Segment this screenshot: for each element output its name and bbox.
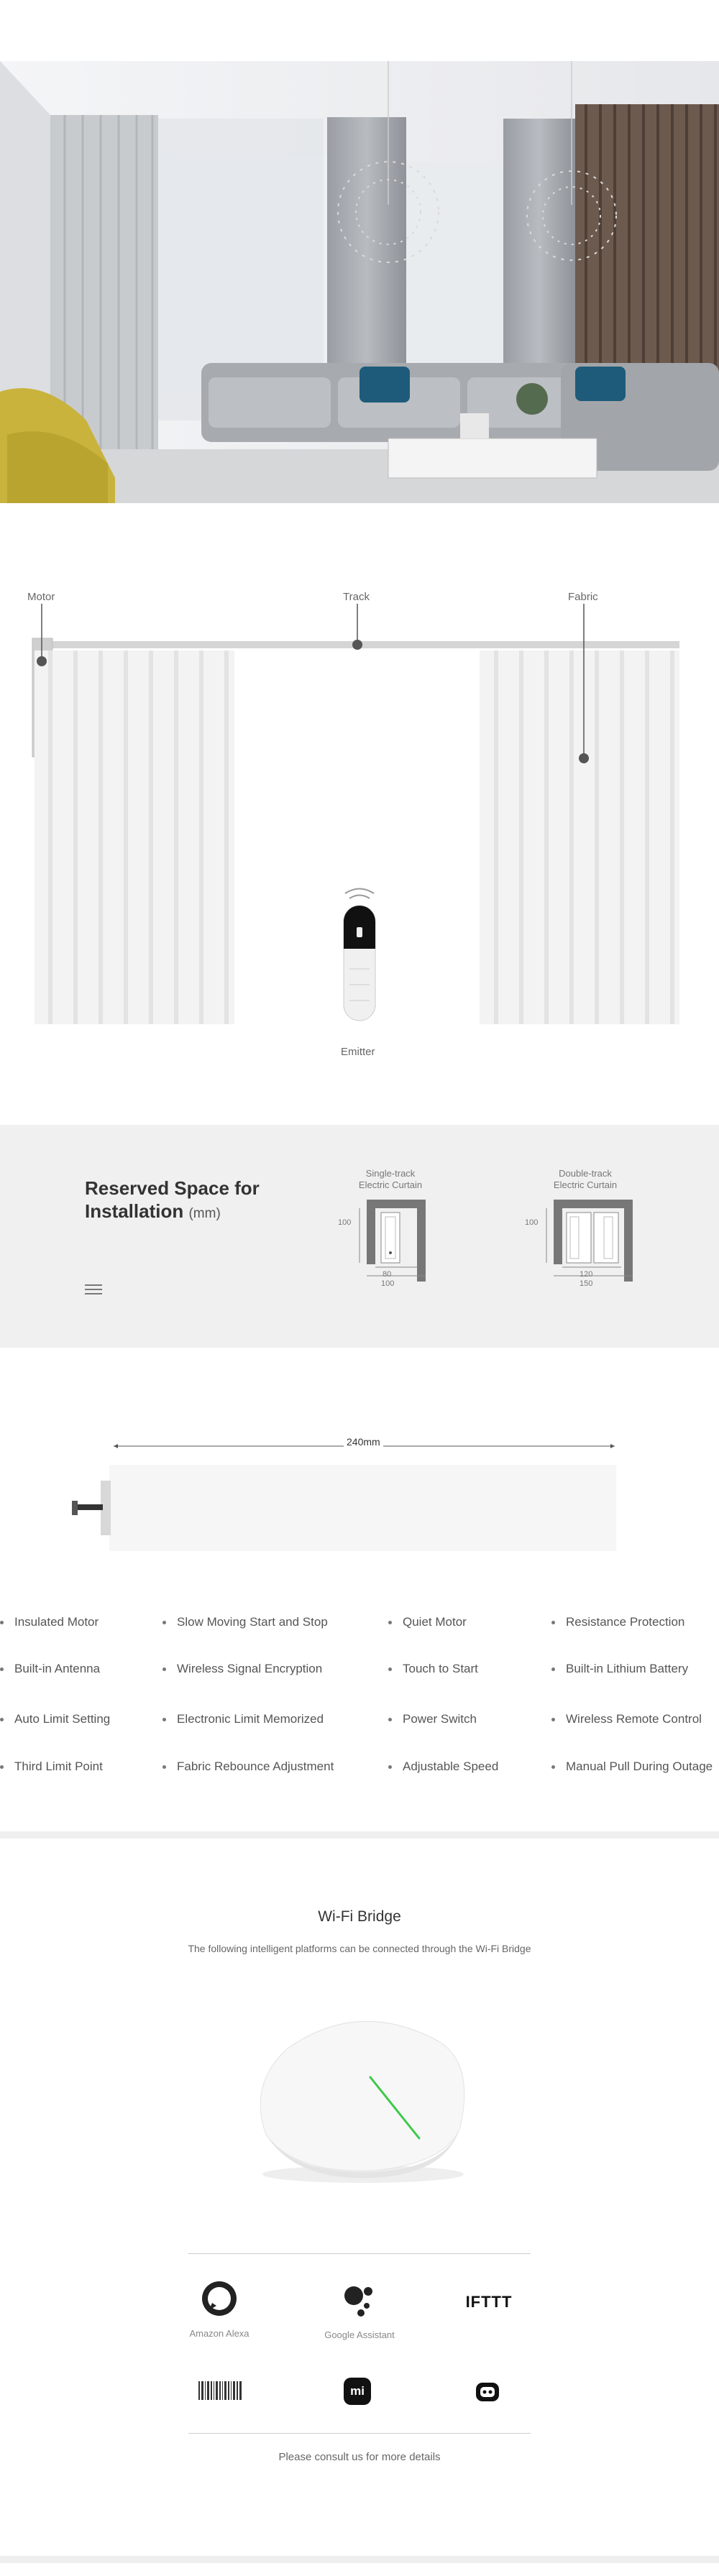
ifttt-icon: IFTTT: [465, 2293, 513, 2311]
motor-length-label: 240mm: [344, 1436, 383, 1448]
motor-dimension-section: [0, 1402, 719, 1574]
remote-emitter-graphic: [344, 889, 375, 1021]
feature-item: Fabric Rebounce Adjustment: [177, 1760, 334, 1774]
feature-item: Third Limit Point: [14, 1760, 103, 1774]
double-inner: 120: [580, 1270, 593, 1279]
wifi-title: Wi-Fi Bridge: [318, 1908, 401, 1925]
feature-item: Electronic Limit Memorized: [177, 1712, 324, 1726]
section-divider: [0, 1831, 719, 1839]
feature-item: Slow Moving Start and Stop: [177, 1615, 328, 1629]
single-track-caption: Single-track Electric Curtain: [358, 1168, 423, 1190]
feature-item: Built-in Antenna: [14, 1662, 100, 1676]
feature-item: Wireless Signal Encryption: [177, 1662, 322, 1676]
feature-item: Resistance Protection: [566, 1615, 684, 1629]
wifi-subtitle: The following intelligent platforms can be connected through the Wi-Fi Bridge: [188, 1943, 531, 1954]
feature-list: [0, 1592, 719, 1793]
motor-label: Motor: [27, 591, 55, 603]
unit-label: (mm): [188, 1206, 221, 1221]
consult-note: Please consult us for more details: [278, 2451, 441, 2463]
tuya-icon: [475, 2380, 500, 2404]
google-assistant-icon: [339, 2280, 380, 2320]
feature-item: Built-in Lithium Battery: [566, 1662, 688, 1676]
menu-icon[interactable]: [85, 1284, 102, 1294]
feature-item: Auto Limit Setting: [14, 1712, 110, 1726]
double-outer: 150: [580, 1279, 593, 1288]
feature-item: Adjustable Speed: [403, 1760, 498, 1774]
feature-item: Manual Pull During Outage: [566, 1760, 713, 1774]
feature-item: Wireless Remote Control: [566, 1712, 702, 1726]
double-track-caption: Double-track Electric Curtain: [553, 1168, 618, 1190]
platform-google-assistant: Google Assistant: [309, 2280, 410, 2340]
feature-item: Touch to Start: [403, 1662, 478, 1676]
platform-amazon-alexa: Amazon Alexa: [169, 2278, 270, 2339]
feature-item: Insulated Motor: [14, 1615, 99, 1629]
mi-icon: mi: [344, 2378, 371, 2405]
reserved-space-section: [0, 1125, 719, 1348]
emitter-label: Emitter: [341, 1046, 375, 1058]
reserved-space-title: Reserved Space for Installation (mm): [85, 1177, 260, 1222]
fabric-label: Fabric: [568, 591, 598, 603]
wifi-bridge-device-image: [244, 2005, 475, 2192]
single-outer: 100: [381, 1279, 395, 1288]
curtain-system-diagram: [0, 561, 719, 1107]
feature-item: Quiet Motor: [403, 1615, 467, 1629]
divider-top: [188, 2253, 531, 2254]
wifi-bridge-section: [0, 1840, 719, 2559]
single-inner: 80: [383, 1270, 392, 1279]
feature-item: Power Switch: [403, 1712, 477, 1726]
double-height: 100: [525, 1218, 539, 1227]
homekit-barcode-icon: [197, 2380, 243, 2401]
amazon-alexa-icon: [199, 2278, 239, 2319]
track-label: Track: [343, 591, 370, 603]
hero-living-room-image: [0, 61, 719, 503]
single-height: 100: [338, 1218, 352, 1227]
section-divider: [0, 2556, 719, 2563]
divider-bottom: [188, 2433, 531, 2434]
